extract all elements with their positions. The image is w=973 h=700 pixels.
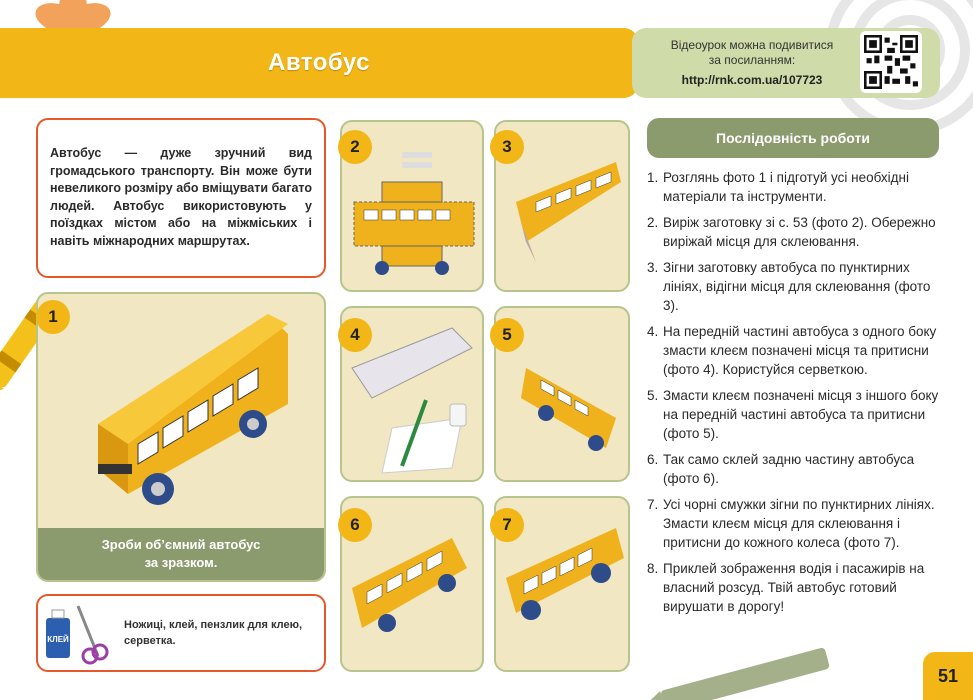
- photo-3-badge: 3: [490, 130, 524, 164]
- photo-1-caption-line2: за зразком.: [144, 555, 218, 570]
- step-item: [647, 258, 943, 315]
- photo-1-caption-line1: Зроби об’ємний автобус: [101, 537, 261, 552]
- tools-icon: [38, 596, 118, 670]
- page-number: 51: [923, 652, 973, 700]
- step-text: Змасти клеєм позначені місця з іншого боку на передній частині автобуса та притисни (фото 5).: [663, 388, 939, 441]
- step-item: [647, 322, 943, 379]
- step-text: Так само склей задню частину автобуса (фото 6).: [663, 452, 915, 486]
- video-lesson-text: [652, 38, 852, 68]
- photo-5-badge: 5: [490, 318, 524, 352]
- intro-text: Автобус — дуже зручний вид громадського транспорту. Він може бути невеликого розміру або вміщувати багато людей. Автобус використовують у поїздках містом або на міжміських і навіть міжнародних маршрутах.: [50, 146, 312, 248]
- crayon-decoration-bottom: [640, 640, 840, 700]
- step-item: [647, 495, 943, 552]
- step-number: 4.: [647, 324, 659, 339]
- qr-code[interactable]: [860, 31, 922, 93]
- step-item: [647, 450, 943, 488]
- photo-1-caption: [38, 528, 324, 580]
- video-lesson-link[interactable]: http://rnk.com.ua/107723: [681, 73, 823, 87]
- step-text: Зігни заготовку автобуса по пунктирних лініях, відігни місця для склеювання (фото 3).: [663, 260, 931, 313]
- step-text: Виріж заготовку зі с. 53 (фото 2). Обережно виріжай місця для склеювання.: [663, 215, 936, 249]
- step-number: 5.: [647, 388, 659, 403]
- photo-1-badge: 1: [36, 300, 70, 334]
- step-number: 7.: [647, 497, 659, 512]
- step-number: 3.: [647, 260, 659, 275]
- page-title: Автобус: [268, 49, 370, 76]
- step-item: [647, 168, 943, 206]
- photo-7-badge: 7: [490, 508, 524, 542]
- steps-title: Послідовність роботи: [647, 118, 939, 158]
- video-text-line2: за посиланням:: [708, 53, 796, 67]
- step-text: Усі чорні смужки зігни по пунктирних лініях. Змасти клеєм місця для склеювання і притисни до кожного колеса (фото 7).: [663, 497, 935, 550]
- step-number: 6.: [647, 452, 659, 467]
- steps-list: [647, 168, 943, 623]
- step-item: [647, 213, 943, 251]
- video-text-line1: Відеоурок можна подивитися: [670, 38, 834, 52]
- qr-code-icon: [864, 35, 918, 89]
- step-text: Розглянь фото 1 і підготуй усі необхідні матеріали та інструменти.: [663, 170, 909, 204]
- tools-text: Ножиці, клей, пензлик для клею, серветка.: [124, 619, 303, 647]
- bus-model-illustration: [38, 294, 326, 534]
- photo-4-badge: 4: [338, 318, 372, 352]
- step-text: Приклей зображення водія і пасажирів на власний розсуд. Твій автобус готовий вирушати в дорогу!: [663, 561, 925, 614]
- step-number: 1.: [647, 170, 659, 185]
- step-text: На передній частині автобуса з одного боку змасти клеєм позначені місця та притисни (фото 4). Користуйся серветкою.: [663, 324, 937, 377]
- step-item: [647, 386, 943, 443]
- photo-2-badge: 2: [338, 130, 372, 164]
- step-number: 2.: [647, 215, 659, 230]
- glue-label: КЛЕЙ: [47, 635, 69, 644]
- step-number: 8.: [647, 561, 659, 576]
- step-item: [647, 559, 943, 616]
- photo-6-badge: 6: [338, 508, 372, 542]
